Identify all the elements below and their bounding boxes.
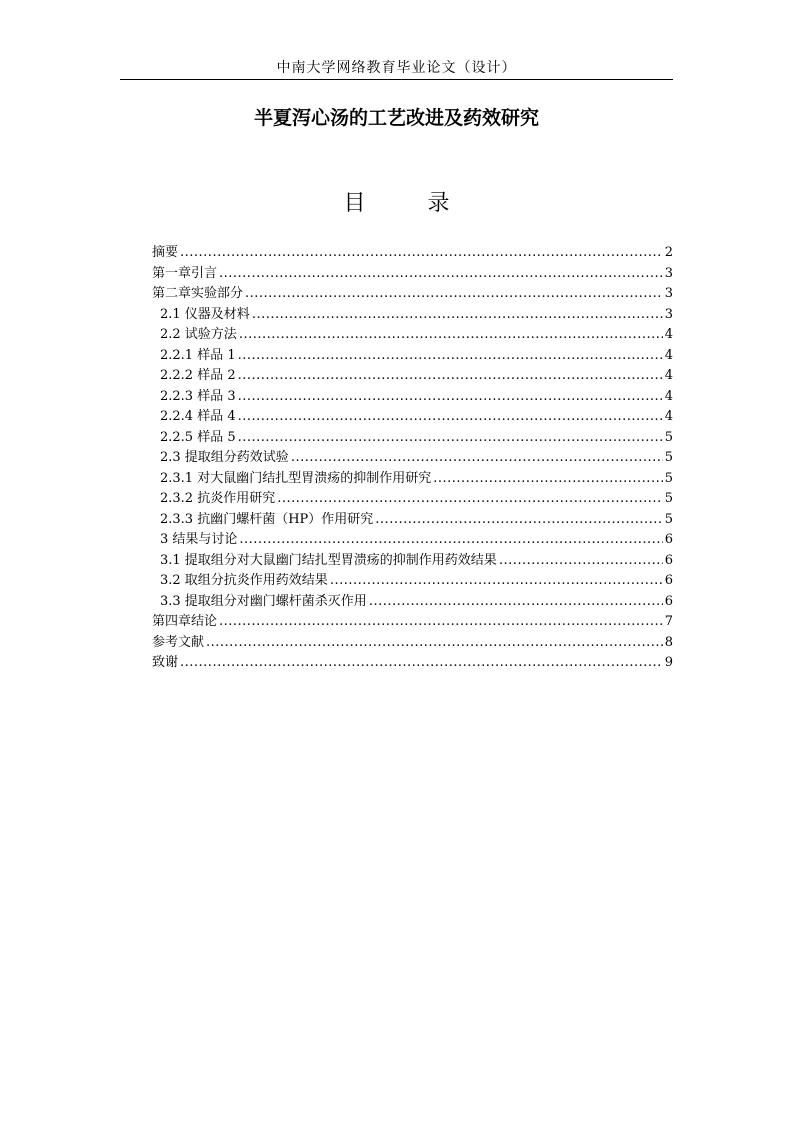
- toc-entry-page-number: 5: [664, 491, 673, 506]
- toc-entry-label: 摘要: [152, 245, 179, 260]
- toc-entry[interactable]: [152, 571, 673, 592]
- toc-entry[interactable]: [152, 305, 673, 326]
- toc-entry-page-number: 8: [664, 634, 673, 650]
- toc-dot-leader: [238, 428, 663, 449]
- toc-entry-label: 2.2.5 样品 5: [160, 429, 236, 445]
- toc-entry[interactable]: [152, 407, 673, 428]
- toc-entry[interactable]: [152, 551, 673, 572]
- toc-dot-leader: [219, 612, 663, 633]
- toc-entry[interactable]: [152, 612, 673, 633]
- toc-entry[interactable]: [152, 653, 673, 674]
- toc-entry-page-number: 6: [664, 573, 673, 588]
- toc-entry-page-number: 2: [664, 245, 673, 260]
- toc-entry[interactable]: [152, 428, 673, 449]
- toc-entry-page-number: 4: [664, 368, 673, 383]
- toc-entry[interactable]: [152, 243, 673, 264]
- toc-entry-label: 致谢: [152, 655, 179, 670]
- toc-entry-page-number: 3: [664, 306, 673, 322]
- toc-entry[interactable]: [152, 469, 673, 490]
- toc-entry-page-number: 4: [664, 409, 673, 424]
- toc-entry-label: 第四章结论: [152, 614, 218, 629]
- toc-entry-label: 2.2 试验方法: [160, 327, 237, 342]
- toc-entry-page-number: 4: [664, 327, 673, 342]
- toc-entry-label: 2.2.3 样品 3: [160, 388, 236, 404]
- toc-entry-page-number: 5: [664, 429, 673, 445]
- toc-dot-leader: [433, 469, 663, 490]
- toc-dot-leader: [206, 633, 663, 654]
- toc-entry-page-number: 6: [664, 593, 673, 609]
- toc-entry-page-number: 3: [664, 265, 673, 281]
- toc-dot-leader: [330, 571, 663, 592]
- toc-dot-leader: [291, 448, 663, 469]
- toc-entry[interactable]: [152, 346, 673, 367]
- toc-dot-leader: [499, 551, 663, 572]
- header-rule: [120, 79, 673, 80]
- toc-entry-label: 2.1 仪器及材料: [160, 306, 250, 322]
- document-title: 半夏泻心汤的工艺改进及药效研究: [253, 107, 539, 129]
- table-of-contents: [152, 243, 673, 674]
- toc-dot-leader: [219, 264, 663, 285]
- toc-entry-page-number: 5: [664, 470, 673, 486]
- toc-dot-leader: [180, 243, 663, 264]
- toc-heading-char-1: 目: [343, 191, 366, 216]
- toc-entry-label: 2.2.1 样品 1: [160, 347, 236, 363]
- toc-entry-label: 3.1 提取组分对大鼠幽门结扎型胃溃疡的抑制作用药效结果: [160, 552, 497, 568]
- toc-entry[interactable]: [152, 510, 673, 531]
- toc-dot-leader: [238, 346, 663, 367]
- toc-entry-label: 2.2.4 样品 4: [160, 409, 236, 424]
- toc-dot-leader: [238, 366, 663, 387]
- toc-dot-leader: [239, 530, 662, 551]
- toc-entry-page-number: 9: [664, 655, 673, 670]
- toc-entry-label: 2.2.2 样品 2: [160, 368, 236, 383]
- toc-entry-label: 第一章引言: [152, 265, 218, 281]
- toc-entry-page-number: 6: [664, 532, 673, 547]
- toc-entry[interactable]: [152, 592, 673, 613]
- toc-dot-leader: [375, 510, 662, 531]
- toc-dot-leader: [252, 305, 663, 326]
- toc-dot-leader: [238, 387, 663, 408]
- toc-entry-label: 3 结果与讨论: [160, 532, 238, 547]
- toc-dot-leader: [180, 653, 663, 674]
- toc-entry-label: 第二章实验部分: [152, 286, 244, 301]
- toc-entry[interactable]: [152, 284, 673, 305]
- toc-entry-page-number: 3: [664, 286, 673, 301]
- toc-dot-leader: [239, 325, 663, 346]
- toc-entry[interactable]: [152, 489, 673, 510]
- toc-heading: [0, 186, 793, 217]
- running-header: 中南大学网络教育毕业论文（设计）: [276, 60, 517, 76]
- toc-dot-leader: [238, 407, 663, 428]
- toc-entry-page-number: 6: [664, 552, 673, 568]
- toc-entry[interactable]: [152, 530, 673, 551]
- toc-entry-label: 2.3.1 对大鼠幽门结扎型胃溃疡的抑制作用研究: [160, 470, 432, 486]
- toc-entry-label: 参考文献: [152, 634, 205, 650]
- toc-entry-page-number: 5: [664, 511, 673, 527]
- toc-entry[interactable]: [152, 633, 673, 654]
- toc-entry-label: 3.3 提取组分对幽门螺杆菌杀灭作用: [160, 593, 367, 609]
- toc-entry[interactable]: [152, 264, 673, 285]
- toc-entry-page-number: 7: [664, 614, 673, 629]
- toc-entry[interactable]: [152, 448, 673, 469]
- toc-entry[interactable]: [152, 366, 673, 387]
- toc-dot-leader: [245, 284, 663, 305]
- toc-entry[interactable]: [152, 387, 673, 408]
- toc-entry-label: 2.3 提取组分药效试验: [160, 450, 289, 465]
- toc-entry-label: 2.3.3 抗幽门螺杆菌（HP）作用研究: [160, 511, 374, 527]
- toc-entry-page-number: 5: [664, 450, 673, 465]
- toc-entry-page-number: 4: [664, 347, 673, 363]
- toc-entry-label: 2.3.2 抗炎作用研究: [160, 491, 276, 506]
- toc-entry-label: 3.2 取组分抗炎作用药效结果: [160, 573, 328, 588]
- toc-entry[interactable]: [152, 325, 673, 346]
- toc-heading-char-2: 录: [427, 191, 450, 216]
- toc-dot-leader: [369, 592, 663, 613]
- toc-entry-page-number: 4: [664, 388, 673, 404]
- toc-dot-leader: [277, 489, 663, 510]
